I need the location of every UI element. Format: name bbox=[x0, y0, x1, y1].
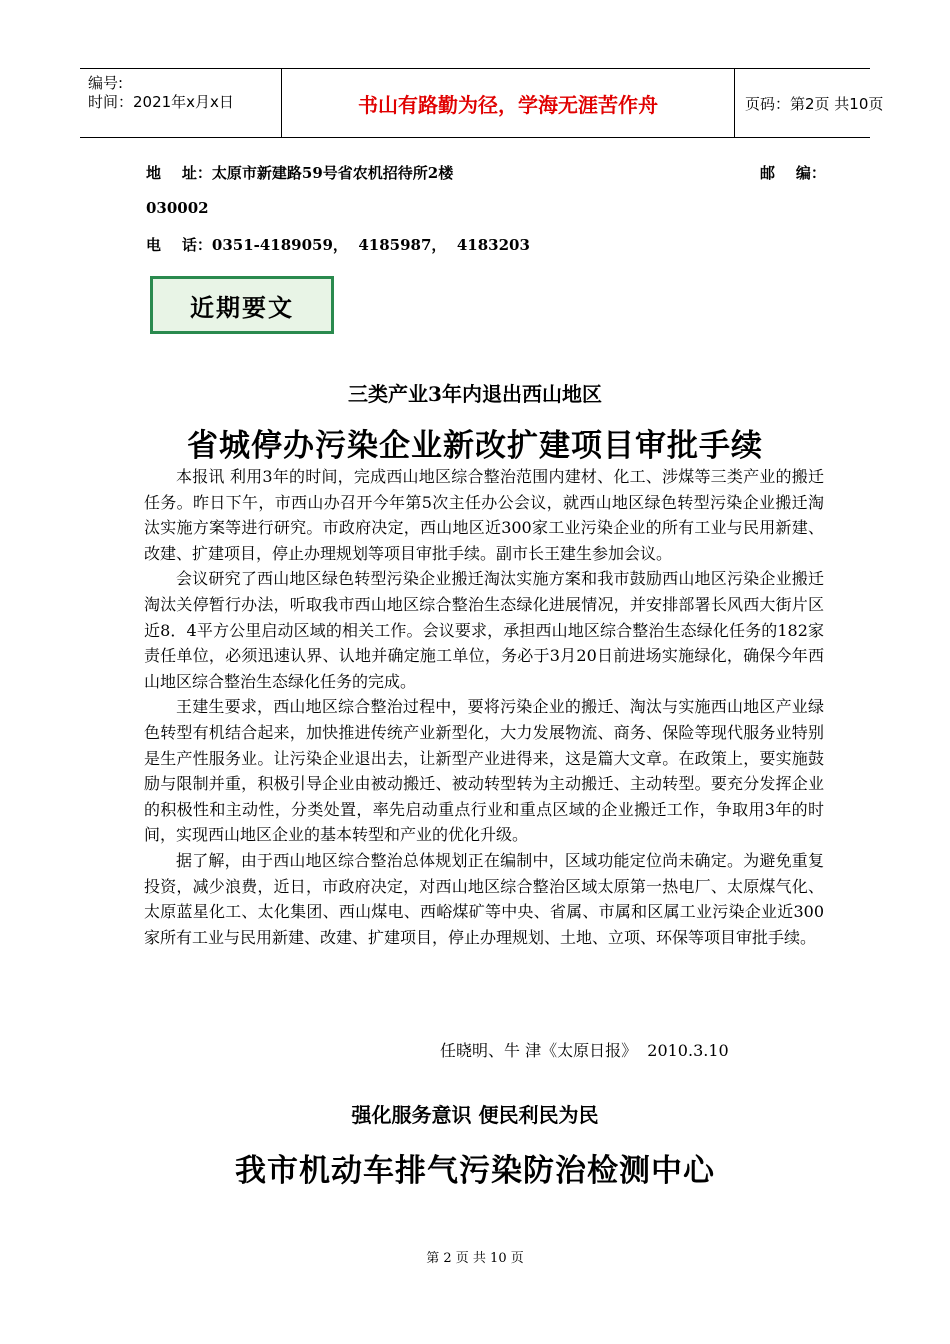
article1-paragraph: 会议研究了西山地区绿色转型污染企业搬迁淘汰实施方案和我市鼓励西山地区污染企业搬迁淘汰关停暂行办法，听取我市西山地区综合整治生态绿化进展情况，并安排部署长风西大街片区近8．4平方公里启动区域的相关工作。会议要求，承担西山地区综合整治生态绿化任务的182家责任单位，必须迅速认界、认地并确定施工单位，务必于3月20日前进场实施绿化，确保今年西山地区综合整治生态绿化任务的完成。 bbox=[144, 569, 824, 691]
article2-title: 我市机动车排气污染防治检测中心 bbox=[235, 1153, 715, 1189]
article1-title: 省城停办污染企业新改扩建项目审批手续 bbox=[187, 428, 763, 464]
header-motto: 书山有路勤为径，学海无涯苦作舟 bbox=[281, 69, 735, 137]
header-meta bbox=[80, 69, 281, 137]
article1-paragraph: 据了解，由于西山地区综合整治总体规划正在编制中，区域功能定位尚未确定。为避免重复投资，减少浪费，近日，市政府决定，对西山地区综合整治区域太原第一热电厂、太原煤气化、太原蓝星化工、太化集团、西山煤电、西峪煤矿等中央、省属、市属和区属工业污染企业近300家所有工业与民用新建、改建、扩建项目，停止办理规划、土地、立项、环保等项目审批手续。 bbox=[144, 850, 824, 947]
time-label: 时间：2021年x月x日 bbox=[88, 93, 234, 111]
address-value: 太原市新建路59号省农机招待所2楼 bbox=[211, 164, 454, 182]
postal-code: 030002 bbox=[146, 199, 209, 217]
article1-body bbox=[144, 464, 824, 950]
article1-source: 任晓明、牛 津《太原日报》 2010.3.10 bbox=[440, 1041, 729, 1060]
article2-subtitle: 强化服务意识 便民利民为民 bbox=[351, 1103, 599, 1127]
postal-label: 邮 编： bbox=[760, 164, 826, 182]
address-line bbox=[146, 162, 453, 183]
page-header bbox=[80, 68, 884, 138]
phone-line bbox=[146, 234, 530, 255]
number-label: 编号: bbox=[88, 74, 124, 92]
article1-paragraph: 王建生要求，西山地区综合整治过程中，要将污染企业的搬迁、淘汰与实施西山地区产业绿色转型有机结合起来，加快推进传统产业新型化，大力发展物流、商务、保险等现代服务业特别是生产性服务业。让污染企业退出去，让新型产业进得来，这是篇大文章。在政策上，要实施鼓励与限制并重，积极引导企业由被动搬迁、被动转型转为主动搬迁、主动转型。要充分发挥企业的积极性和主动性，分类处置，率先启动重点行业和重点区域的企业搬迁工作，争取用3年的时间，实现西山地区企业的基本转型和产业的优化升级。 bbox=[144, 697, 824, 845]
section-heading-box: 近期要文 bbox=[150, 276, 334, 334]
article1-paragraph: 本报讯 利用3年的时间，完成西山地区综合整治范围内建材、化工、涉煤等三类产业的搬迁任务。昨日下午，市西山办召开今年第5次主任办公会议，就西山地区绿色转型污染企业搬迁淘汰实施方案等进行研究。市政府决定，西山地区近300家工业污染企业的所有工业与民用新建、改建、扩建项目，停止办理规划等项目审批手续。副市长王建生参加会议。 bbox=[144, 467, 824, 563]
page-footer: 第 2 页 共 10 页 bbox=[426, 1251, 524, 1266]
header-page-label: 页码：第2页 共10页 bbox=[745, 94, 884, 113]
phone-label: 电 话： bbox=[146, 236, 212, 254]
phone-value: 0351-4189059， 4185987， 4183203 bbox=[211, 236, 530, 254]
address-label: 地 址： bbox=[146, 164, 212, 182]
article1-subtitle: 三类产业3年内退出西山地区 bbox=[348, 382, 602, 406]
